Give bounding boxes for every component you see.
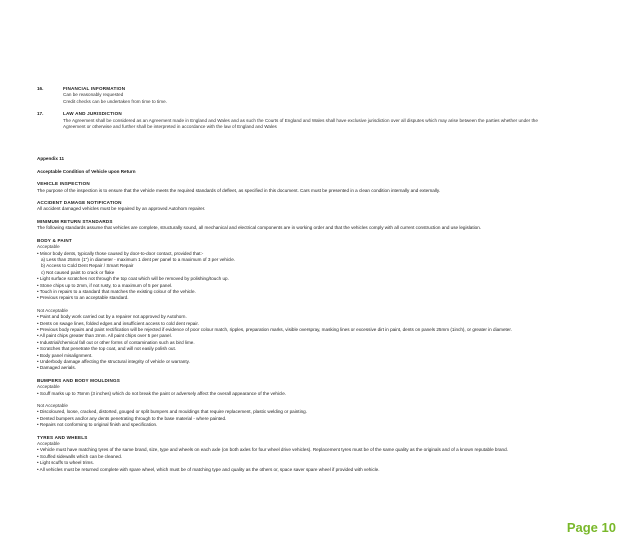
clause-17: [37, 111, 602, 130]
appendix-subtitle: Acceptable Condition of Vehicle upon Return: [37, 168, 136, 174]
appendix-title: Appendix 11: [37, 156, 65, 162]
clause-number: 17.: [37, 111, 44, 117]
clause-number: 16.: [37, 86, 44, 91]
list-item: • Light scuffs to wheel trims.: [37, 460, 94, 466]
section-minimum-standards: [37, 219, 602, 232]
clause-16: [37, 86, 602, 105]
list-item: • Discoloured, loose, cracked, distorted, gouged or split bumpers and mouldings that require replacement, plastic welding or painting.: [37, 409, 307, 415]
list-item: • Vehicle must have matching tyres of the same brand, size, type and wheels on each axle (on both axles for four wheel drive vehicles). Replacement tyres must be of the same quality as the originals and of a known reputable brand.: [37, 447, 508, 453]
list-item: • Dented bumpers and/or any dents penetrating through to the base material - where painted.: [37, 415, 227, 421]
clause-line: Credit checks can be undertaken from time to time.: [63, 98, 167, 104]
section-text: All accident damaged vehicles must be repaired by an approved Autohorn repairer.: [37, 206, 206, 212]
section-vehicle-inspection: [37, 181, 602, 194]
appendix: [37, 156, 602, 473]
clause-line: Agreement or otherwise and further shall be interpreted in accordance with the law of England and Wales: [63, 124, 277, 130]
acceptable-label: Acceptable: [37, 244, 60, 250]
list-item: • Repairs not conforming to original finish and specification.: [37, 422, 158, 428]
not-acceptable-label: Not Acceptable: [37, 403, 68, 409]
list-item: • Paint and body work carried out by a repairer not approved by Autohorn.: [37, 314, 187, 320]
section-title: BUMPERS AND BODY MOULDINGS: [37, 377, 121, 383]
section-text: The following standards assume that vehicles are complete, structurally sound, all mechanical and electrical components are in working order and that the vehicles comply with all current construction and use legislation.: [37, 225, 482, 231]
clause-title: LAW AND JURISDICTION: [63, 111, 122, 117]
section-title: BODY & PAINT: [37, 237, 72, 243]
list-item: • Industrial/chemical fall out or other forms of contamination such as bird lime.: [37, 339, 195, 345]
list-item: b) Access to Cold Dent Repair / Smart Repair: [41, 263, 134, 269]
list-item: a) Less than 25mm (1") in diameter - maximum 1 dent per panel to a maximum of 3 per vehicle.: [41, 256, 236, 262]
acceptable-label: Acceptable: [37, 384, 60, 390]
section-body-paint: [37, 238, 602, 372]
section-title: VEHICLE INSPECTION: [37, 181, 90, 187]
document-page: [37, 86, 602, 473]
list-item: • Light surface scratches not through the top coat which will be removed by polishing/touch up.: [37, 276, 229, 282]
section-accident-damage: [37, 200, 602, 213]
list-item: • Previous body repairs and paint rectification will be rejected if evidence of poor colour match, ripples, preparation marks, visible overspray, masking lines or excessive dirt in paint, dents on panels 25mm (1inch), or greater in diameter.: [37, 326, 512, 332]
page-number: Page 10: [566, 520, 616, 535]
list-item: • Dents on swage lines, folded edges and insufficient access to cold dent repair.: [37, 320, 199, 326]
clause-line: The Agreement shall be considered as an Agreement made in England and Wales and as such the Courts of England and Wales shall have exclusive jurisdiction over all disputes which may arise between the parties whether under the: [63, 117, 538, 123]
list-item: • Previous repairs to an acceptable standard.: [37, 295, 129, 301]
acceptable-label: Acceptable: [37, 441, 60, 447]
section-bumpers: [37, 378, 602, 429]
section-title: ACCIDENT DAMAGE NOTIFICATION: [37, 200, 122, 206]
list-item: • Touch in repairs to a standard that matches the existing colour of the vehicle.: [37, 288, 196, 294]
list-item: c) Not caused paint to crack or flake: [41, 269, 115, 275]
section-text: The purpose of the inspection is to ensure that the vehicle meets the required standards of defleet, as specified in this document. Cars must be presented in a clean condition internally and externally.: [37, 187, 441, 193]
list-item: • Scuff marks up to 75mm (3 inches) which do not break the paint or adversely affect the overall appearance of the vehicle.: [37, 390, 287, 396]
list-item: • Scratches that penetrate the top coat, and will not easily polish out.: [37, 346, 176, 352]
list-item: • Stone chips up to 2mm, if not rusty, to a maximum of 5 per panel.: [37, 282, 173, 288]
list-item: • Damaged aerials.: [37, 365, 76, 371]
not-acceptable-label: Not Acceptable: [37, 307, 68, 313]
section-title: MINIMUM RETURN STANDARDS: [37, 218, 113, 224]
list-item: • Minor body dents, typically those caused by door-to-door contact, provided that:-: [37, 250, 204, 256]
section-tyres: [37, 435, 602, 473]
list-item: • All vehicles must be returned complete with spare wheel, which must be of matching type and quality as the others or, space saver spare wheel if provided with vehicle.: [37, 466, 380, 472]
clause-title: FINANCIAL INFORMATION: [63, 86, 126, 91]
list-item: • Body panel misalignment.: [37, 352, 93, 358]
list-item: • Scuffed sidewalls which can be cleaned.: [37, 453, 123, 459]
list-item: • Underbody damage affecting the structural integrity of vehicle or warranty.: [37, 359, 190, 364]
list-item: • All paint chips greater than 2mm. All paint chips over 5 per panel.: [37, 333, 172, 339]
section-title: TYRES AND WHEELS: [37, 434, 88, 440]
clause-line: Can be reasonably requested: [63, 92, 124, 98]
